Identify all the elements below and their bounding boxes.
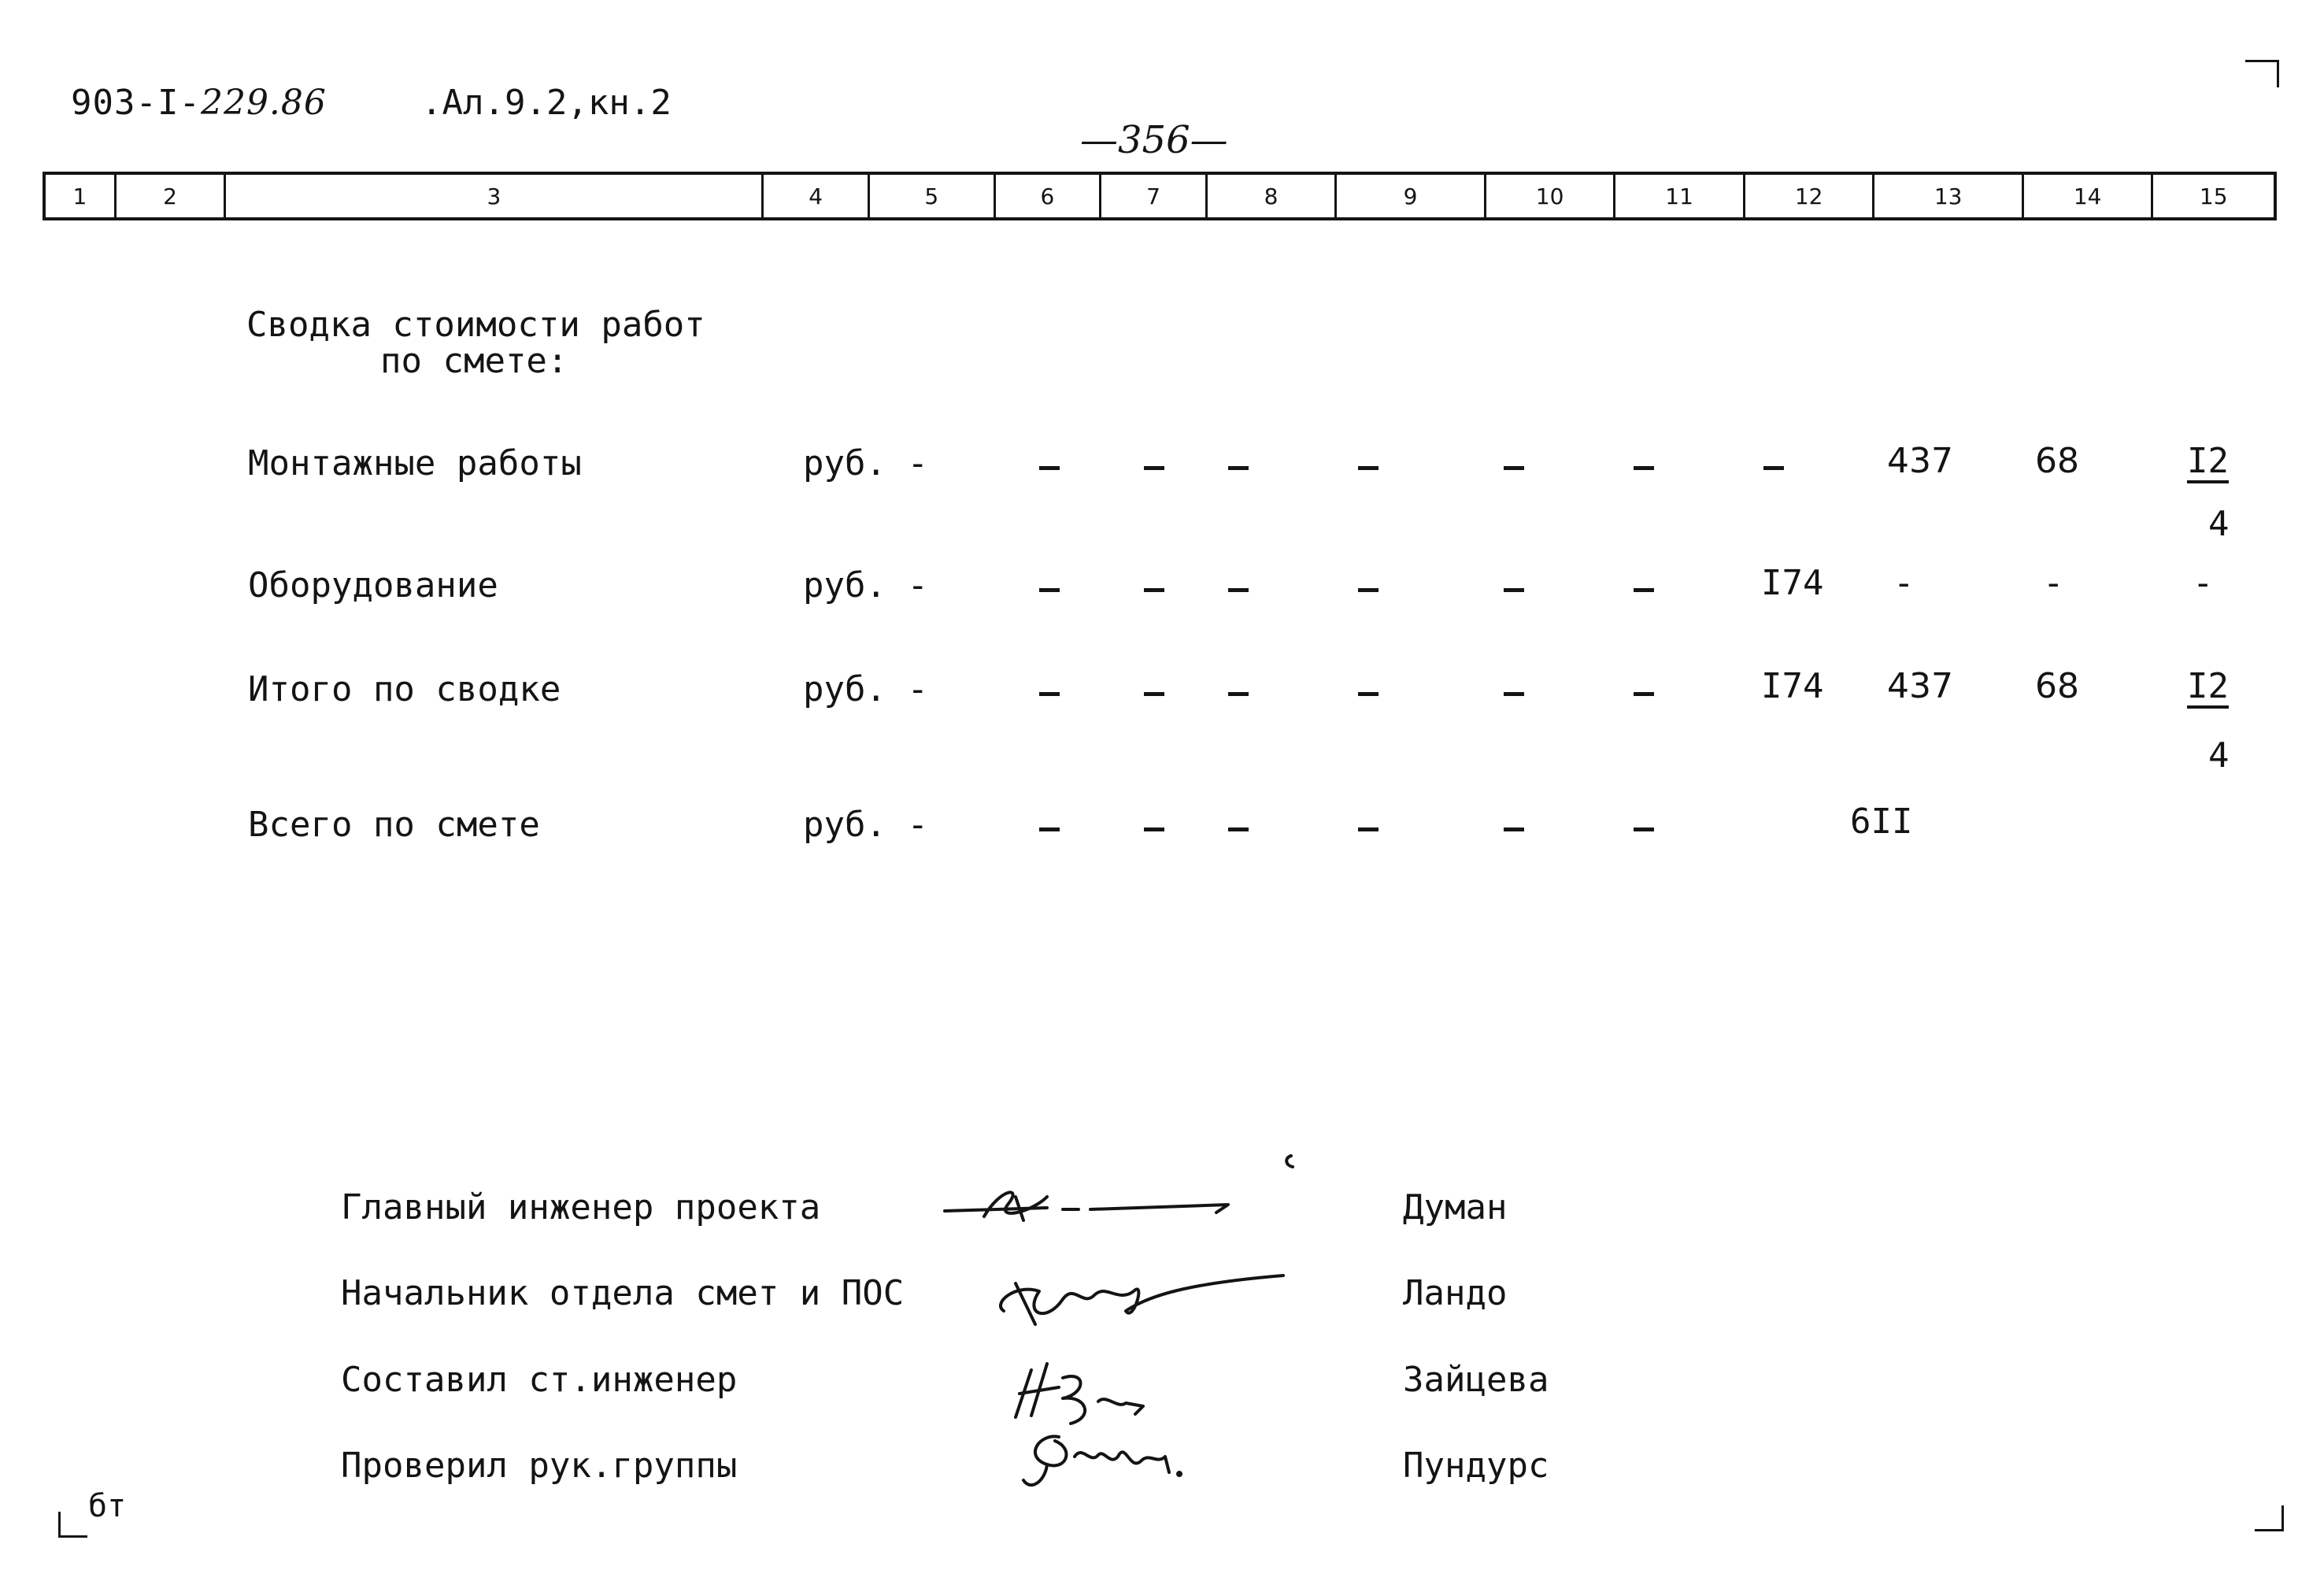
row-unit: руб. - [803,443,928,483]
corner-mark-bottom-right [2255,1505,2284,1531]
row-col15-bottom: 4 [2208,735,2230,776]
empty-dash [1228,828,1249,831]
row-col15-bottom: 4 [2208,504,2230,544]
empty-dash [1228,692,1249,696]
empty-dash [1504,466,1524,470]
signature-name: Думан [1403,1187,1508,1227]
empty-dash [1634,588,1654,592]
row-label-equipment: Оборудование [248,565,498,605]
column-number-cell: 10 [1486,175,1616,217]
row-col12: I74 [1761,563,1824,603]
row-col14: 68 [2035,666,2079,706]
section-title [246,307,705,380]
empty-dash [1144,588,1164,592]
column-number-cell: 7 [1101,175,1208,217]
signature-name: Пундурс [1403,1446,1549,1486]
empty-dash [1039,588,1060,592]
row-unit: руб. - [803,565,928,605]
row-label-montage: Монтажные работы [248,443,582,483]
section-title-line1: Сводка стоимости работ [246,305,705,345]
row-col13: 437 [1887,666,1953,706]
empty-dash [1039,828,1060,831]
row-label-summary-total: Итого по сводке [248,669,561,709]
column-number-cell: 3 [226,175,764,217]
column-number-cell: 2 [117,175,227,217]
row-col14: - [2043,563,2064,603]
empty-dash [1634,692,1654,696]
empty-dash [1504,588,1524,592]
empty-dash [1228,588,1249,592]
empty-dash [1634,828,1654,831]
row-col14: 68 [2035,441,2079,481]
signature-name: Ландо [1403,1273,1508,1313]
document-code-prefix: 903-I- [71,83,201,123]
column-number-cell: 14 [2024,175,2154,217]
section-title-line2: по смете: [380,341,568,381]
column-number-row [43,172,2277,220]
row-col15-top: I2 [2187,666,2229,706]
column-number-cell: 8 [1208,175,1338,217]
empty-dash [1504,828,1524,831]
empty-dash [1144,466,1164,470]
empty-dash [1039,692,1060,696]
row-col15-top: - [2193,563,2214,603]
column-number-cell: 4 [764,175,870,217]
empty-dash [1504,692,1524,696]
column-number-cell: 13 [1874,175,2023,217]
handwritten-signatures-image [929,1142,1338,1504]
row-col13: - [1893,563,1915,603]
column-number-cell: 15 [2199,183,2228,209]
corner-mark-text: бт [88,1488,127,1524]
document-code [71,83,327,123]
page-number: —356— [1080,118,1228,162]
signature-name: Зайцева [1403,1360,1549,1400]
empty-dash [1228,466,1249,470]
corner-mark-top-right [2245,60,2279,87]
signature-role: Составил ст.инженер [341,1360,738,1400]
empty-dash [1358,588,1378,592]
column-number-cell: 12 [1745,175,1875,217]
empty-dash [1144,828,1164,831]
row-unit: руб. - [803,805,928,845]
grand-total-value: 6II [1850,802,1913,842]
document-code-handwritten: 229.86 [200,83,327,123]
column-number-cell: 6 [996,175,1102,217]
empty-dash [1763,466,1784,470]
row-col15-top: I2 [2187,441,2229,481]
empty-dash [1144,692,1164,696]
column-number-cell: 5 [870,175,996,217]
album-reference: .Ал.9.2,кн.2 [421,83,672,123]
row-col13: 437 [1887,441,1953,481]
empty-dash [1358,828,1378,831]
signature-role: Проверил рук.группы [341,1446,738,1486]
empty-dash [1039,466,1060,470]
empty-dash [1634,466,1654,470]
signature-role: Начальник отдела смет и ПОС [341,1273,905,1313]
empty-dash [1358,466,1378,470]
row-col12: I74 [1761,666,1824,706]
signature-role: Главный инженер проекта [341,1187,821,1227]
column-number-cell: 11 [1615,175,1745,217]
empty-dash [1358,692,1378,696]
row-unit: руб. - [803,669,928,709]
corner-mark-bottom-left [58,1512,87,1538]
row-label-grand-total: Всего по смете [248,805,540,845]
column-number-cell: 9 [1337,175,1486,217]
column-number-cell: 1 [46,175,117,217]
